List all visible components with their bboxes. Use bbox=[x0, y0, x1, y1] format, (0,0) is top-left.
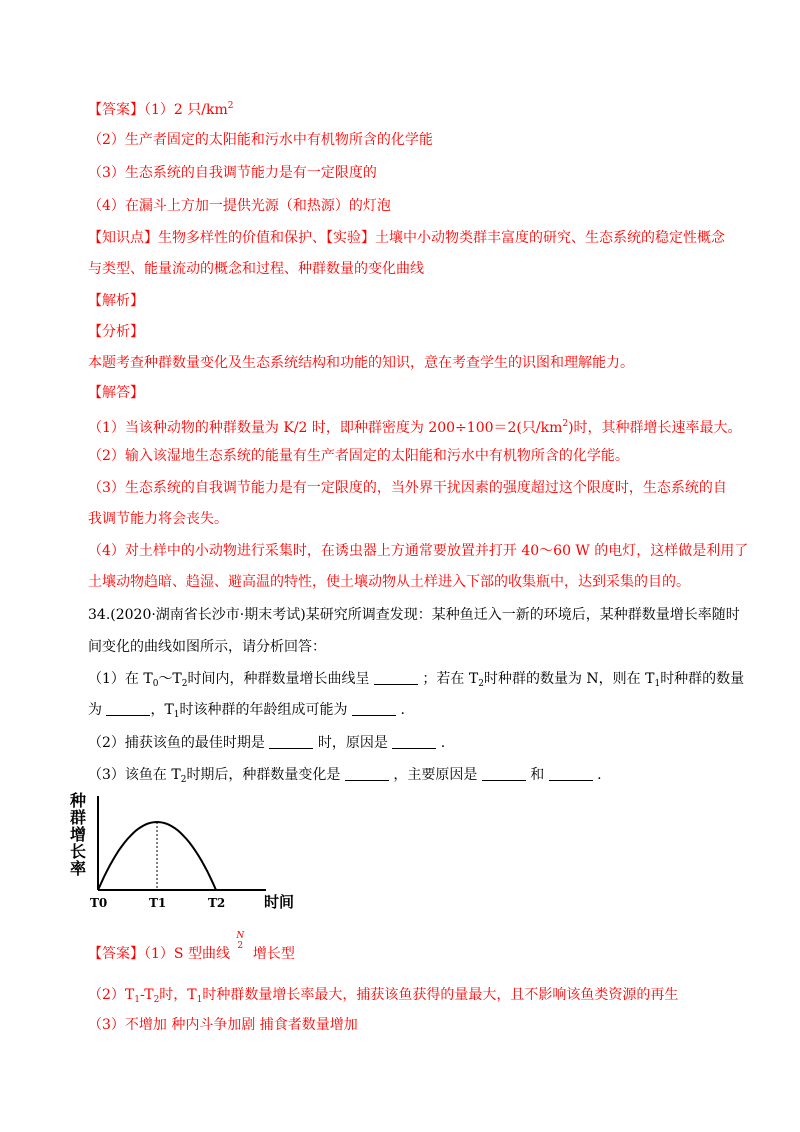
answer-q1: （1）2 只/km bbox=[144, 102, 228, 118]
q3-text-d: 和 bbox=[530, 767, 545, 783]
q3-text-a: （3）该鱼在 T bbox=[88, 767, 181, 783]
fraction-numerator: N bbox=[236, 931, 245, 941]
q3-sub-2: 2 bbox=[180, 775, 187, 785]
q1-line2-c: 时该种群的年龄组成可能为 bbox=[179, 702, 348, 718]
answer2-q2-sub1: 1 bbox=[134, 995, 140, 1005]
knowledge-line-2: 与类型、能量流动的概念和过程、种群数量的变化曲线 bbox=[88, 261, 424, 277]
answer-q3: （3）生态系统的自我调节能力是有一定限度的 bbox=[88, 165, 377, 181]
question-34-intro-2: 间变化的曲线如图所示，请分析回答： bbox=[88, 639, 326, 655]
x-tick-label: T1 bbox=[149, 896, 167, 910]
question-34-q3 bbox=[88, 765, 602, 790]
q1-text-c: 时间内，种群数量增长曲线呈 bbox=[187, 671, 370, 687]
q2-text-c: . bbox=[440, 735, 446, 751]
q1-text-a: （1）在 T bbox=[88, 671, 153, 687]
answer2-q2-b: -T bbox=[139, 987, 154, 1003]
knowledge-line-1: 【知识点】生物多样性的价值和保护、【实验】土壤中小动物类群丰富度的研究、生态系统的稳定性概念 bbox=[88, 230, 725, 246]
answer2-q1-b: 增长型 bbox=[252, 946, 295, 962]
q1-text-d: ；若在 T bbox=[422, 671, 479, 687]
answer-blank[interactable] bbox=[352, 701, 396, 716]
q1-sub-0: 0 bbox=[152, 679, 159, 689]
answer-blank[interactable] bbox=[106, 701, 150, 716]
fraction-denominator: 2 bbox=[237, 941, 244, 951]
question-34-intro-1: 34.(2020·湖南省长沙市·期末考试)某研究所调查发现：某种鱼迁入一新的环境后，某种群数量增长率随时 bbox=[88, 607, 740, 623]
y-label-char: 种 bbox=[70, 791, 87, 810]
q1-line2-a: 为 bbox=[88, 702, 102, 718]
q3-text-e: . bbox=[597, 767, 602, 783]
q1-sub-2b: 2 bbox=[478, 679, 484, 689]
solution-4-line-1: （4）对土样中的小动物进行采集时，在诱虫器上方通常要放置并打开 40～60 W 的电灯，这样做是利用了 bbox=[88, 543, 749, 559]
analysis-label: 【解析】 bbox=[88, 293, 144, 309]
answer-blank[interactable] bbox=[482, 766, 526, 781]
fraction-n-over-2 bbox=[234, 931, 248, 960]
y-label-char: 增 bbox=[70, 825, 87, 844]
q1-text-e: 时种群的数量为 N，则在 T bbox=[483, 671, 655, 687]
solution-1-b: )时，其种群增长速率最大。 bbox=[568, 420, 742, 436]
analysis-text: 本题考查种群数量变化及生态系统结构和功能的知识，意在考查学生的识图和理解能力。 bbox=[88, 355, 634, 371]
x-tick-label: T0 bbox=[90, 896, 108, 910]
growth-rate-chart bbox=[66, 790, 308, 914]
y-axis-label bbox=[69, 791, 86, 878]
solution-3-line-2: 我调节能力将会丧失。 bbox=[88, 511, 228, 527]
y-label-char: 群 bbox=[70, 808, 87, 827]
solution-4-line-2: 土壤动物趋暗、趋湿、避高温的特性，使土壤动物从土样进入下部的收集瓶中，达到采集的目的。 bbox=[88, 574, 690, 590]
answer-blank[interactable] bbox=[549, 766, 593, 781]
y-label-char: 率 bbox=[70, 859, 87, 878]
answer-label: 【答案】 bbox=[88, 102, 144, 118]
q1-line2-d: . bbox=[400, 702, 405, 718]
answer-q1-sup: 2 bbox=[227, 101, 234, 111]
answer2-q1-a: （1）S 型曲线 bbox=[144, 946, 230, 962]
solution-3-line-1: （3）生态系统的自我调节能力是有一定限度的，当外界干扰因素的强度超过这个限度时，生态系统的自 bbox=[88, 480, 727, 496]
answer2-q3: （3）不增加 种内斗争加剧 捕食者数量增加 bbox=[88, 1017, 358, 1033]
solution-1 bbox=[88, 414, 742, 438]
answer-blank[interactable] bbox=[392, 734, 436, 749]
answer2-q2-sub2: 2 bbox=[153, 995, 160, 1005]
answer2-q2-c: 时，T bbox=[159, 987, 197, 1003]
answer-blank[interactable] bbox=[345, 766, 389, 781]
answer2-line-1 bbox=[88, 931, 295, 964]
q1-sub-1: 1 bbox=[654, 679, 661, 689]
answer2-q2-a: （2）T bbox=[88, 987, 135, 1003]
y-label-char: 长 bbox=[70, 842, 87, 861]
q3-text-c: ，主要原因是 bbox=[393, 767, 478, 783]
q2-text-b: 时，原因是 bbox=[317, 735, 388, 751]
answer-blank[interactable] bbox=[374, 670, 418, 685]
answer2-q2 bbox=[88, 985, 678, 1010]
question-34-q1-line-1 bbox=[88, 669, 744, 694]
q3-text-b: 时期后，种群数量变化是 bbox=[186, 767, 341, 783]
q1-line2-b: ，T bbox=[150, 702, 174, 718]
answer2-q2-d: 时种群数量增长率最大，捕获该鱼获得的量最大，且不影响该鱼类资源的再生 bbox=[202, 987, 679, 1003]
analysis-sub-label: 【分析】 bbox=[88, 324, 144, 340]
answer-line-1 bbox=[88, 96, 233, 120]
answer-q4: （4）在漏斗上方加一提供光源（和热源）的灯泡 bbox=[88, 198, 391, 214]
answer-q2: （2）生产者固定的太阳能和污水中有机物所含的化学能 bbox=[88, 132, 433, 148]
q1-text-f: 时种群的数量 bbox=[660, 671, 745, 687]
q1-sub-2: 2 bbox=[181, 679, 188, 689]
q1-line2-sub-1: 1 bbox=[173, 710, 180, 720]
x-axis-label: 时间 bbox=[264, 893, 295, 911]
q1-text-b: ～T bbox=[158, 671, 182, 687]
answer-blank[interactable] bbox=[269, 734, 313, 749]
answer2-q2-sub1b: 1 bbox=[196, 995, 203, 1005]
question-34-q1-line-2 bbox=[88, 700, 405, 725]
q2-text-a: （2）捕获该鱼的最佳时期是 bbox=[88, 735, 265, 751]
solution-1-a: （1）当该种动物的种群数量为 K/2 时，即种群密度为 200÷100＝2(只/km bbox=[88, 420, 563, 436]
x-tick-label: T2 bbox=[208, 896, 226, 910]
solution-2: （2）输入该湿地生态系统的能量有生产者固定的太阳能和污水中有机物所含的化学能。 bbox=[88, 448, 629, 464]
solution-1-sup: 2 bbox=[562, 419, 569, 429]
answer2-label: 【答案】 bbox=[88, 946, 144, 962]
question-34-q2 bbox=[88, 733, 445, 753]
solution-label: 【解答】 bbox=[88, 385, 144, 401]
